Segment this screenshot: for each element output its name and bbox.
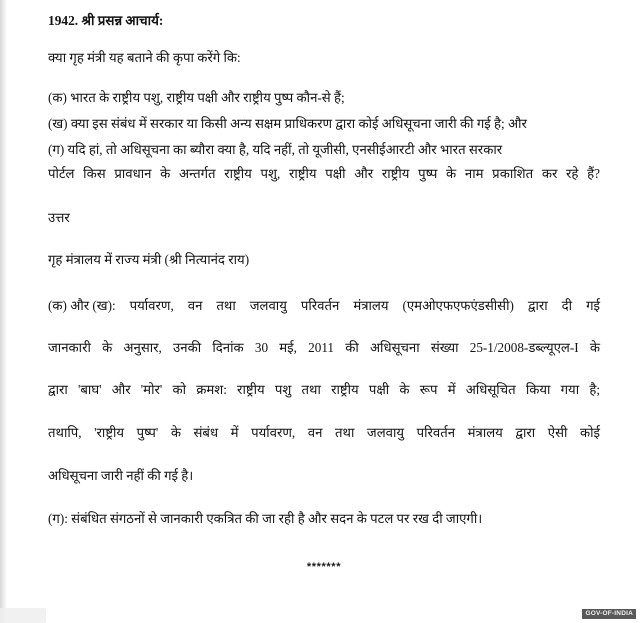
answer-however-line-2: अधिसूचना जारी नहीं की गई है। — [48, 467, 194, 483]
answer-ka-kha-first-line — [48, 299, 600, 312]
answer-however-paragraph — [48, 426, 600, 481]
answer-ka-kha-label: (क) और (ख): — [48, 297, 116, 313]
answer-heading: उत्तर — [48, 210, 70, 226]
minister-attribution: गृह मंत्रालय में राज्य मंत्री (श्री नित्यानंद राय) — [48, 251, 250, 267]
question-clause-ka: (क) भारत के राष्ट्रीय पशु, राष्ट्रीय पक्षी और राष्ट्रीय पुष्प कौन-से हैं; — [48, 89, 345, 105]
answer-clause-ga: (ग): संबंधित संगठनों से जानकारी एकत्रित की जा रही है और सदन के पटल पर रख दी जाएगी। — [48, 510, 483, 526]
question-number-line: 1942. श्री प्रसन्न आचार्य: — [48, 13, 164, 28]
answer-ka-kha-body-2: जानकारी के अनुसार, उनकी दिनांक 30 मई, 2011 की अधिसूचना संख्या 25-1/2008-डब्ल्यूएल-I के — [48, 340, 600, 356]
question-intro-line: क्या गृह मंत्री यह बताने की कृपा करेंगे कि: — [48, 50, 241, 66]
question-clause-list — [48, 91, 600, 181]
question-clause-kha: (ख) क्या इस संबंध में सरकार या किसी अन्य सक्षम प्राधिकरण द्वारा कोई अधिसूचना जारी की गई है; और — [48, 115, 527, 131]
question-clause-ga-continuation: पोर्टल किस प्रावधान के अन्तर्गत राष्ट्रीय पशु, राष्ट्रीय पक्षी और राष्ट्रीय पुष्प के नाम प्रकाशित कर रहे हैं? — [48, 166, 600, 182]
answer-however-line-1: तथापि, 'राष्ट्रीय पुष्प' के संबंध में पर्यावरण, वन तथा जलवायु परिवर्तन मंत्रालय द्वारा ऐसी कोई — [48, 425, 600, 441]
answer-clauses-ka-kha — [48, 299, 600, 397]
gov-of-india-watermark: GOV-OF-INDIA — [582, 609, 636, 620]
question-clause-ga: (ग) यदि हां, तो अधिसूचना का ब्यौरा क्या है, यदि नहीं, तो यूजीसी, एनसीईआरटी और भारत सरकार — [48, 142, 503, 158]
answer-ka-kha-body-3: द्वारा 'बाघ' और 'मोर' को क्रमश: राष्ट्रीय पशु तथा राष्ट्रीय पक्षी के रूप में अधिसूचित किया गया है; — [48, 382, 600, 398]
answer-ka-kha-body-1: पर्यावरण, वन तथा जलवायु परिवर्तन मंत्रालय (एमओएफएफएंडसीसी) द्वारा दी गई — [129, 297, 600, 313]
footer-asterisks: ******* — [306, 561, 342, 574]
